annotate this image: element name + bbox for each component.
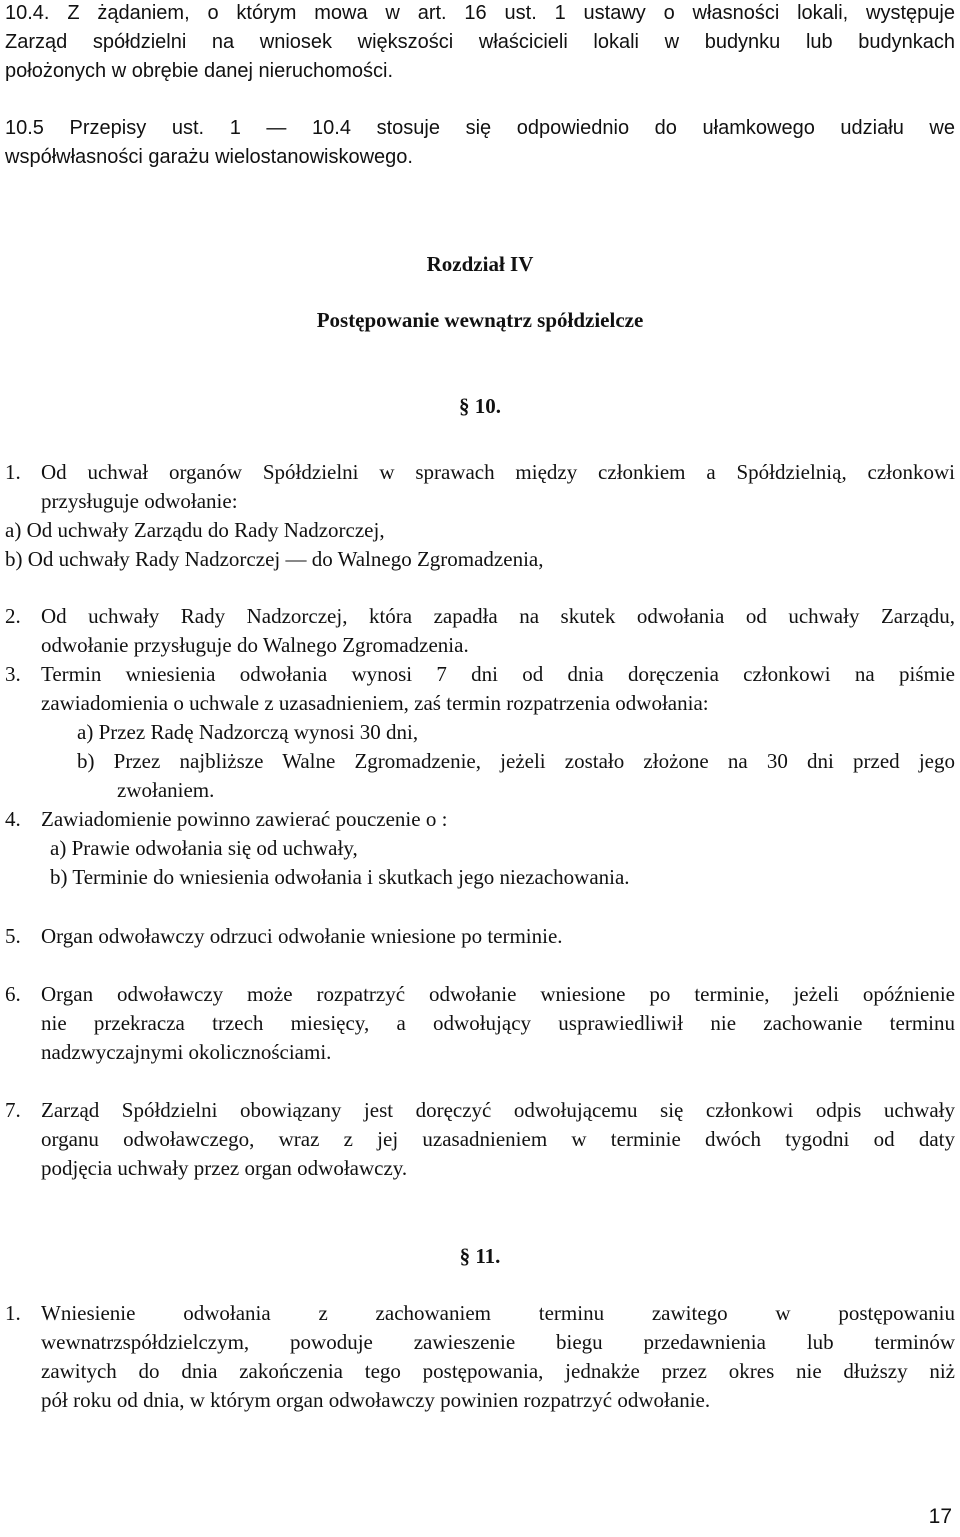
para-10-4-line-2: Zarząd spółdzielni na wniosek większości właścicieli lokali w budynku lub budynkach bbox=[5, 31, 955, 53]
item-7-line-2: organu odwoławczego, wraz z jej uzasadnieniem w terminie dwóch tygodni od daty bbox=[41, 1127, 955, 1151]
item-3-sub-b-line-1: b) Przez najbliższe Walne Zgromadzenie, jeżeli zostało złożone na 30 dni przed jego bbox=[77, 749, 955, 773]
item-3-sub-a: a) Przez Radę Nadzorczą wynosi 30 dni, bbox=[77, 720, 419, 744]
item-2-line-1: Od uchwały Rady Nadzorczej, która zapadła na skutek odwołania od uchwały Zarządu, bbox=[41, 604, 955, 628]
item-3-sub-b-line-2: zwołaniem. bbox=[117, 778, 215, 802]
chapter-title: Rozdział IV bbox=[426, 252, 534, 276]
item-7-number: 7. bbox=[5, 1098, 21, 1122]
s11-item-1-line-1: Wniesienie odwołania z zachowaniem terminu zawitego w postępowaniu bbox=[41, 1301, 955, 1325]
item-2-number: 2. bbox=[5, 604, 21, 628]
item-4-sub-a: a) Prawie odwołania się od uchwały, bbox=[50, 836, 358, 860]
s11-item-1-line-2: wewnatrzspółdzielczym, powoduje zawieszenie biegu przedawnienia lub terminów bbox=[41, 1330, 955, 1354]
s11-item-1-number: 1. bbox=[5, 1301, 21, 1325]
item-5-line-1: Organ odwoławczy odrzuci odwołanie wniesione po terminie. bbox=[41, 924, 563, 948]
item-6-line-2: nie przekracza trzech miesięcy, a odwołujący usprawiedliwił nie zachowanie terminu bbox=[41, 1011, 955, 1035]
item-6-line-1: Organ odwoławczy może rozpatrzyć odwołanie wniesione po terminie, jeżeli opóźnienie bbox=[41, 982, 955, 1006]
para-10-4-line-1: 10.4. Z żądaniem, o którym mowa w art. 16 ust. 1 ustawy o własności lokali, występuje bbox=[5, 2, 955, 24]
para-10-5-line-2: współwłasności garażu wielostanowiskowego. bbox=[5, 146, 413, 168]
section-11-heading: § 11. bbox=[459, 1244, 501, 1268]
item-1-line-2: przysługuje odwołanie: bbox=[41, 489, 238, 513]
item-4-sub-b: b) Terminie do wniesienia odwołania i skutkach jego niezachowania. bbox=[50, 865, 630, 889]
item-7-line-3: podjęcia uchwały przez organ odwoławczy. bbox=[41, 1156, 408, 1180]
item-6-line-3: nadzwyczajnymi okolicznościami. bbox=[41, 1040, 332, 1064]
item-4-number: 4. bbox=[5, 807, 21, 831]
item-3-number: 3. bbox=[5, 662, 21, 686]
s11-item-1-line-3: zawitych do dnia zakończenia tego postępowania, jednakże przez okres nie dłuższy niż bbox=[41, 1359, 955, 1383]
para-10-5-line-1: 10.5 Przepisy ust. 1 — 10.4 stosuje się odpowiednio do ułamkowego udziału we bbox=[5, 117, 955, 139]
item-3-line-1: Termin wniesienia odwołania wynosi 7 dni od dnia doręczenia członkowi na piśmie bbox=[41, 662, 955, 686]
item-1-sub-a: a) Od uchwały Zarządu do Rady Nadzorczej, bbox=[5, 518, 385, 542]
item-7-line-1: Zarząd Spółdzielni obowiązany jest doręczyć odwołującemu się członkowi odpis uchwały bbox=[41, 1098, 955, 1122]
item-4-line-1: Zawiadomienie powinno zawierać pouczenie o : bbox=[41, 807, 448, 831]
item-5-number: 5. bbox=[5, 924, 21, 948]
item-1-line-1: Od uchwał organów Spółdzielni w sprawach między członkiem a Spółdzielnią, członkowi bbox=[41, 460, 955, 484]
section-10-heading: § 10. bbox=[459, 394, 501, 418]
para-10-4-line-3: położonych w obrębie danej nieruchomości. bbox=[5, 60, 394, 82]
page-number: 17 bbox=[928, 1505, 952, 1528]
item-1-number: 1. bbox=[5, 460, 21, 484]
s11-item-1-line-4: pół roku od dnia, w którym organ odwoławczy powinien rozpatrzyć odwołanie. bbox=[41, 1388, 711, 1412]
item-1-sub-b: b) Od uchwały Rady Nadzorczej — do Walnego Zgromadzenia, bbox=[5, 547, 544, 571]
item-6-number: 6. bbox=[5, 982, 21, 1006]
item-3-line-2: zawiadomienia o uchwale z uzasadnieniem, zaś termin rozpatrzenia odwołania: bbox=[41, 691, 709, 715]
item-2-line-2: odwołanie przysługuje do Walnego Zgromadzenia. bbox=[41, 633, 469, 657]
chapter-subtitle: Postępowanie wewnątrz spółdzielcze bbox=[316, 308, 644, 332]
